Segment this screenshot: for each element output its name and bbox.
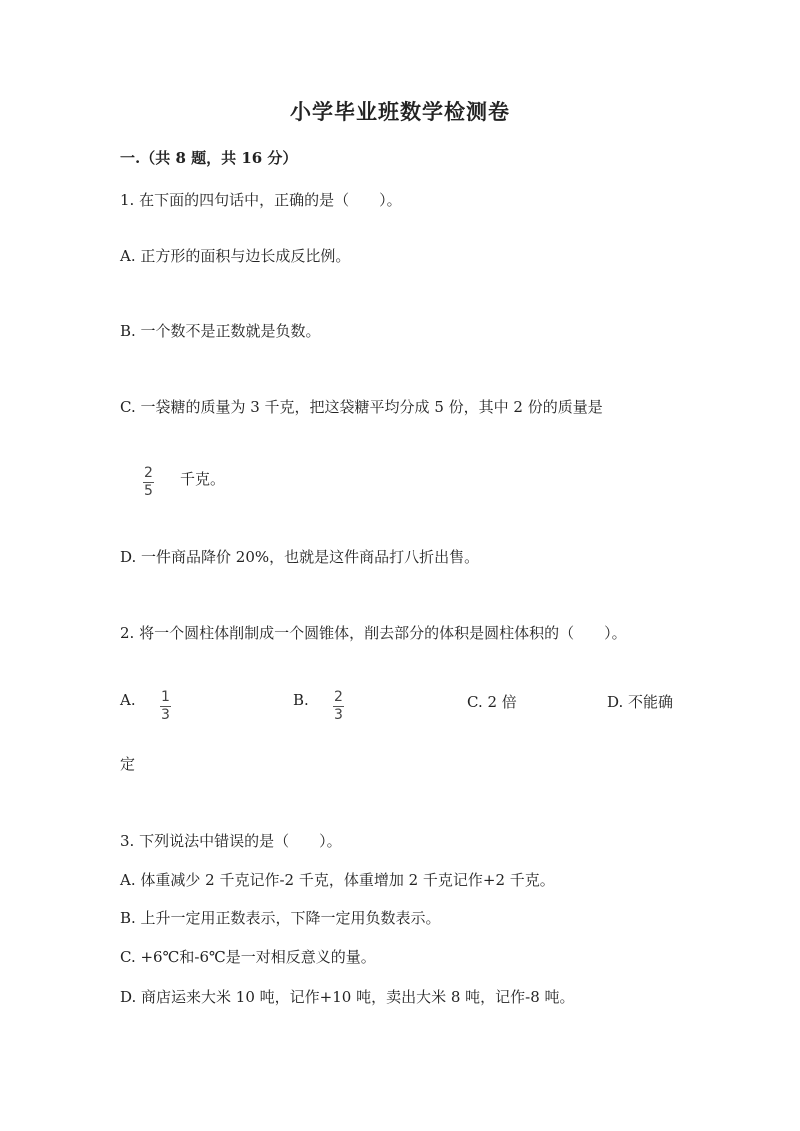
question-3-option-b: B. 上升一定用正数表示，下降一定用负数表示。: [120, 909, 441, 927]
question-2-option-c: C. 2 倍: [467, 693, 517, 711]
fraction-denominator: 5: [144, 483, 153, 499]
fraction-numerator: 2: [334, 689, 343, 705]
question-2-stem: 2. 将一个圆柱体削制成一个圆锥体，削去部分的体积是圆柱体积的（ ）。: [120, 624, 627, 642]
fraction-numerator: 2: [144, 465, 153, 481]
question-1-option-c: C. 一袋糖的质量为 3 千克，把这袋糖平均分成 5 份，其中 2 份的质量是: [120, 398, 603, 416]
question-2-option-b-fraction: [333, 686, 344, 723]
question-1-option-d: D. 一件商品降价 20%，也就是这件商品打八折出售。: [120, 548, 480, 566]
question-2-option-d-wrap: 定: [120, 755, 136, 773]
question-3-option-d: D. 商店运来大米 10 吨，记作+10 吨，卖出大米 8 吨，记作-8 吨。: [120, 988, 575, 1006]
question-3-option-c: C. +6℃和-6℃是一对相反意义的量。: [120, 948, 376, 966]
question-3-stem: 3. 下列说法中错误的是（ ）。: [120, 832, 342, 850]
question-2-option-a-fraction: [160, 686, 171, 723]
question-1-option-c-tail: 千克。: [180, 470, 226, 488]
question-1-option-a: A. 正方形的面积与边长成反比例。: [120, 247, 351, 265]
question-1-stem: 1. 在下面的四句话中，正确的是（ ）。: [120, 191, 402, 209]
section-header: 一.（共 8 题，共 16 分）: [120, 149, 298, 167]
fraction-numerator: 1: [161, 689, 170, 705]
question-2-option-b-label: B.: [293, 691, 309, 709]
page-title: 小学毕业班数学检测卷: [290, 99, 510, 124]
question-2-option-a-label: A.: [120, 691, 136, 709]
question-1-option-b: B. 一个数不是正数就是负数。: [120, 322, 321, 340]
fraction-denominator: 3: [161, 707, 170, 723]
question-1-option-c-fraction: [143, 462, 154, 499]
question-3-option-a: A. 体重减少 2 千克记作-2 千克，体重增加 2 千克记作+2 千克。: [120, 871, 555, 889]
question-2-option-d: D. 不能确: [607, 693, 674, 711]
fraction-denominator: 3: [334, 707, 343, 723]
